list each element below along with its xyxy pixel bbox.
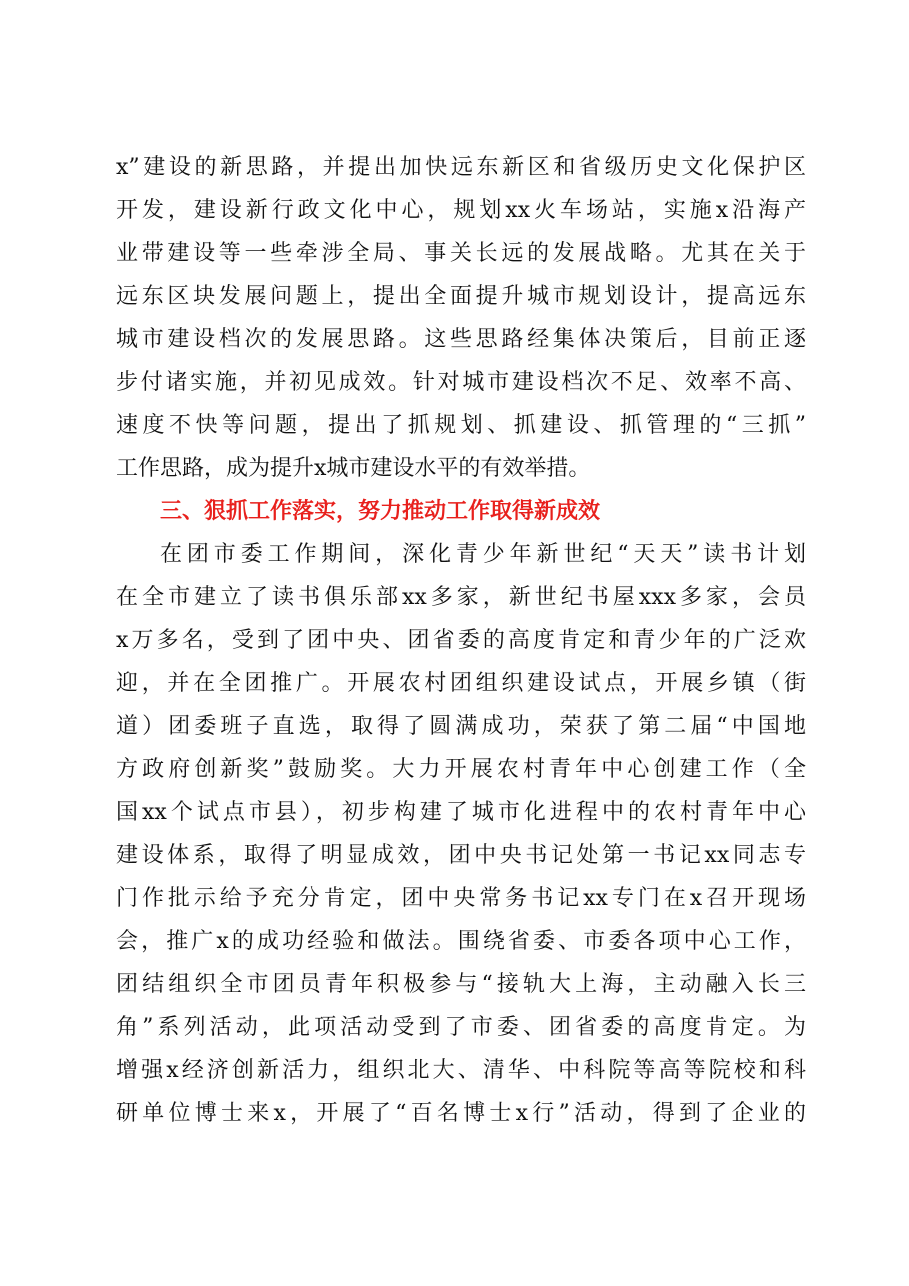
- text-line: 步付诸实施，并初见成效。针对城市建设档次不足、效率不高、: [116, 370, 806, 395]
- text-line: 门作批示给予充分肯定，团中央常务书记xx专门在x召开现场: [116, 886, 806, 911]
- text-line: x万多名，受到了团中央、团省委的高度肯定和青少年的广泛欢: [116, 628, 806, 653]
- text-line: 角”系列活动，此项活动受到了市委、团省委的高度肯定。为: [116, 1015, 806, 1040]
- text-line: x”建设的新思路，并提出加快远东新区和省级历史文化保护区: [116, 155, 806, 180]
- text-line: 方政府创新奖”鼓励奖。大力开展农村青年中心创建工作（全: [116, 757, 806, 782]
- text-line: 业带建设等一些牵涉全局、事关长远的发展战略。尤其在关于: [116, 241, 806, 266]
- text-line: 道）团委班子直选，取得了圆满成功，荣获了第二届“中国地: [116, 714, 806, 739]
- text-line: 研单位博士来x，开展了“百名博士x行”活动，得到了企业的: [116, 1101, 806, 1126]
- text-line: 迎，并在全团推广。开展农村团组织建设试点，开展乡镇（街: [116, 671, 806, 696]
- text-line: 会，推广x的成功经验和做法。围绕省委、市委各项中心工作，: [116, 929, 806, 954]
- text-line: 增强x经济创新活力，组织北大、清华、中科院等高等院校和科: [116, 1058, 806, 1083]
- section-heading: 三、狠抓工作落实，努力推动工作取得新成效: [160, 499, 601, 524]
- text-line: 速度不快等问题，提出了抓规划、抓建设、抓管理的“三抓”: [116, 413, 806, 438]
- text-line: 在全市建立了读书俱乐部xx多家，新世纪书屋xxx多家，会员: [116, 585, 806, 610]
- text-line: 城市建设档次的发展思路。这些思路经集体决策后，目前正逐: [116, 327, 806, 352]
- text-line: 国xx个试点市县），初步构建了城市化进程中的农村青年中心: [116, 800, 806, 825]
- text-line: 团结组织全市团员青年积极参与“接轨大上海，主动融入长三: [116, 972, 806, 997]
- text-line: 在团市委工作期间，深化青少年新世纪“天天”读书计划: [160, 542, 806, 567]
- text-line: 工作思路，成为提升x城市建设水平的有效举措。: [116, 456, 591, 481]
- text-line: 远东区块发展问题上，提出全面提升城市规划设计，提高远东: [116, 284, 806, 309]
- text-line: 开发，建设新行政文化中心，规划xx火车场站，实施x沿海产: [116, 198, 806, 223]
- text-line: 建设体系，取得了明显成效，团中央书记处第一书记xx同志专: [116, 843, 806, 868]
